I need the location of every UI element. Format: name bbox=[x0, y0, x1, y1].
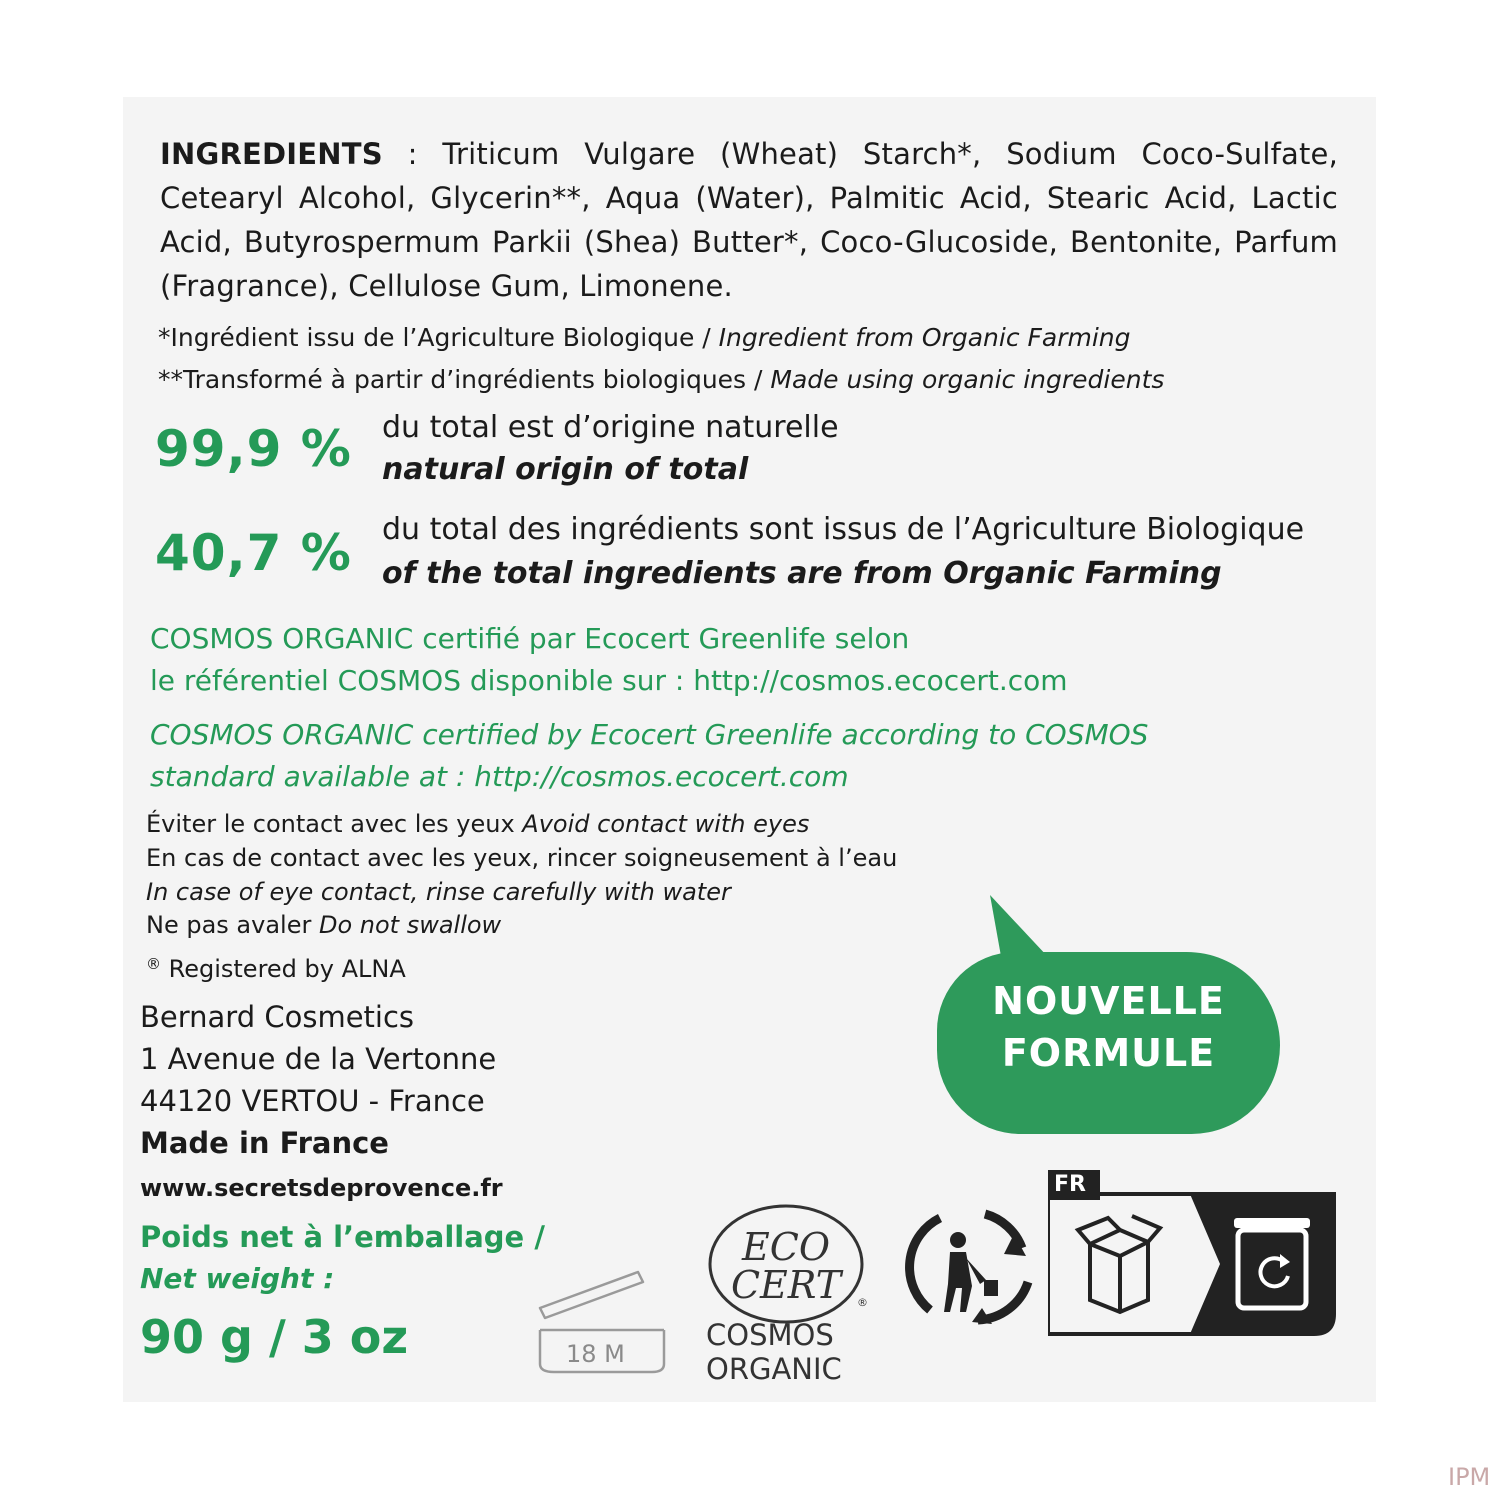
registered-symbol: ® bbox=[146, 955, 161, 973]
warning-avoid-eyes-en: Avoid contact with eyes bbox=[514, 810, 810, 838]
ingredients-heading: INGREDIENTS bbox=[160, 137, 383, 171]
footnote-transformed-fr: **Transformé à partir d’ingrédients biologiques bbox=[158, 365, 747, 394]
ecocert-cert-text: CERT bbox=[730, 1263, 842, 1307]
certification-fr-line1: COSMOS ORGANIC certifié par Ecocert Greenlife selon bbox=[150, 622, 910, 655]
organic-farming-fr: du total des ingrédients sont issus de l’Agriculture Biologique bbox=[382, 512, 1305, 547]
organic-farming-en: of the total ingredients are from Organic Farming bbox=[382, 556, 1222, 591]
footnote-separator: / bbox=[694, 323, 719, 352]
registered-text: Registered by ALNA bbox=[161, 955, 406, 983]
natural-origin-percent: 99,9 % bbox=[155, 420, 352, 478]
certification-fr-line2: le référentiel COSMOS disponible sur : http://cosmos.ecocert.com bbox=[150, 664, 1068, 697]
warning-avoid-eyes bbox=[146, 810, 809, 838]
warning-rinse-en: In case of eye contact, rinse carefully with water bbox=[146, 878, 731, 906]
warning-swallow-en: Do not swallow bbox=[311, 911, 502, 939]
warning-swallow bbox=[146, 911, 501, 939]
tidyman-recycle-icon bbox=[900, 1200, 1042, 1330]
warning-rinse-fr: En cas de contact avec les yeux, rincer soigneusement à l’eau bbox=[146, 844, 898, 872]
manufacturer-city: 44120 VERTOU - France bbox=[140, 1084, 485, 1118]
ipm-watermark: IPM bbox=[1448, 1463, 1491, 1491]
net-weight-label-fr: Poids net à l’emballage / bbox=[140, 1220, 545, 1254]
natural-origin-en: natural origin of total bbox=[382, 452, 749, 487]
footnote-organic bbox=[158, 321, 1131, 355]
net-weight-label-en: Net weight : bbox=[140, 1262, 335, 1295]
organic-farming-percent: 40,7 % bbox=[155, 524, 352, 582]
net-weight-value: 90 g / 3 oz bbox=[140, 1310, 409, 1364]
manufacturer-name: Bernard Cosmetics bbox=[140, 1000, 415, 1034]
footnote-organic-fr: *Ingrédient issu de l’Agriculture Biologique bbox=[158, 323, 695, 352]
ecocert-registered-symbol: ® bbox=[857, 1296, 868, 1309]
made-in-france: Made in France bbox=[140, 1126, 389, 1160]
triman-sorting-icon bbox=[1048, 1170, 1338, 1338]
nouvelle-formule-text bbox=[937, 975, 1280, 1079]
manufacturer-street: 1 Avenue de la Vertonne bbox=[140, 1042, 497, 1076]
triman-fr-badge: FR bbox=[1054, 1172, 1086, 1197]
natural-origin-fr: du total est d’origine naturelle bbox=[382, 410, 839, 445]
footnote-separator: / bbox=[746, 365, 771, 394]
footnote-transformed-en: Made using organic ingredients bbox=[770, 365, 1165, 394]
certification-en-line1: COSMOS ORGANIC certified by Ecocert Greenlife according to COSMOS bbox=[150, 718, 1149, 751]
badge-line2: FORMULE bbox=[1001, 1031, 1216, 1075]
certification-en-line2: standard available at : http://cosmos.ecocert.com bbox=[150, 760, 849, 793]
ingredients-list: : Triticum Vulgare (Wheat) Starch*, Sodium Coco-Sulfate, Cetearyl Alcohol, Glycerin**, Aqua (Water), Palmitic Acid, Stearic Acid, Lactic Acid, Butyrospermum Parkii (Shea) Butter*, Coco-Glucoside, Bentonite, Parfum (Fragrance), Cellulose Gum, Limonene. bbox=[160, 137, 1338, 303]
footnote-organic-en: Ingredient from Organic Farming bbox=[718, 323, 1131, 352]
warning-avoid-eyes-fr: Éviter le contact avec les yeux bbox=[146, 810, 515, 838]
badge-line1: NOUVELLE bbox=[992, 979, 1225, 1023]
ecocert-eco-text: ECO bbox=[742, 1225, 830, 1269]
registered-trademark bbox=[146, 955, 406, 983]
ecocert-logo-icon bbox=[706, 1202, 871, 1332]
ecocert-caption-organic: ORGANIC bbox=[706, 1352, 842, 1386]
ingredients-paragraph bbox=[160, 132, 1338, 308]
ecocert-caption-cosmos: COSMOS bbox=[706, 1318, 834, 1352]
pao-period: 18 M bbox=[566, 1340, 625, 1368]
warning-swallow-fr: Ne pas avaler bbox=[146, 911, 312, 939]
footnote-transformed bbox=[158, 363, 1164, 397]
website: www.secretsdeprovence.fr bbox=[140, 1174, 503, 1202]
